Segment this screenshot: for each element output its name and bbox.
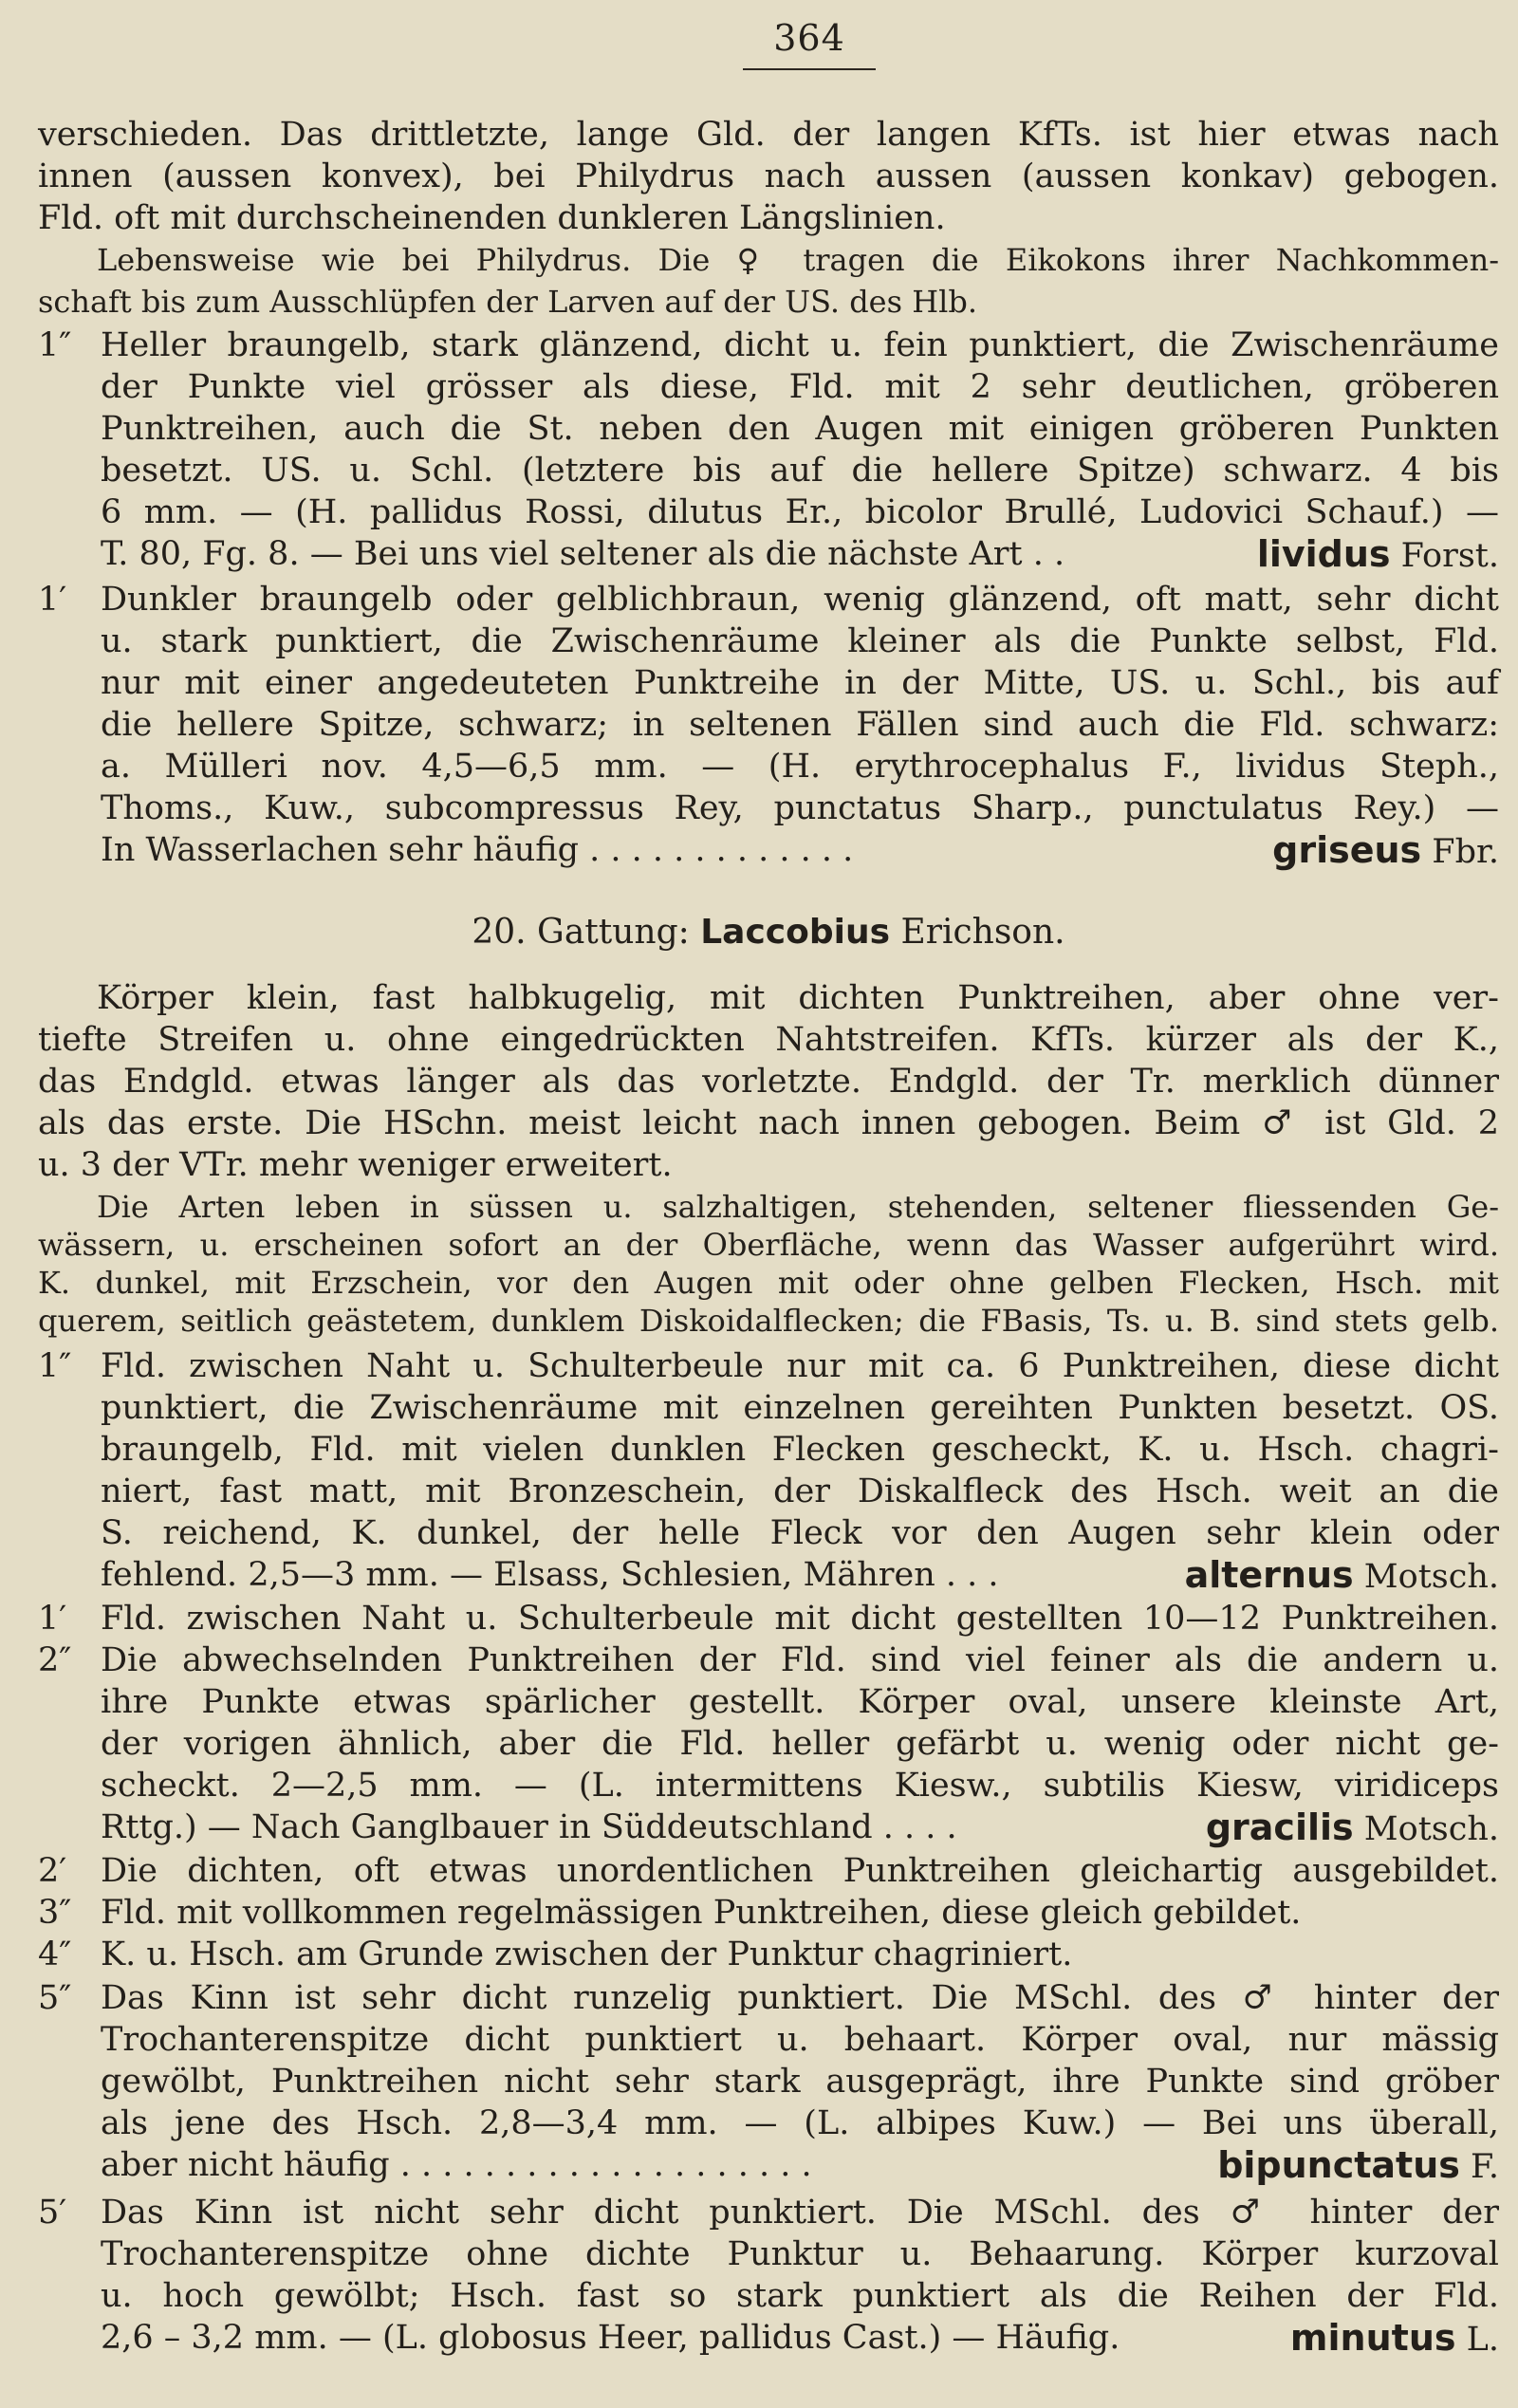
genus-author: Erichson. — [900, 913, 1065, 952]
text-line: Thoms., Kuw., subcompressus Rey, punctatus Sharp., punctulatus Rey.) — — [101, 789, 1499, 827]
text-line: aber nicht häufig . . . . . . . . . . . . . . . . . . . . — [101, 2146, 812, 2184]
text-line: 2,6 – 3,2 mm. — (L. globosus Heer, pallidus Cast.) — Häufig. — [101, 2319, 1120, 2357]
page-number: 364 — [773, 17, 845, 59]
text-line: nur mit einer angedeuteten Punktreihe in der Mitte, US. u. Schl., bis auf — [101, 664, 1499, 702]
key-mark: 5″ — [38, 1979, 72, 2017]
text-line: u. stark punktiert, die Zwischenräume kleiner als die Punkte selbst, Fld. — [101, 622, 1499, 660]
text-line: Fld. zwischen Naht u. Schulterbeule nur mit ca. 6 Punktreihen, diese dicht — [101, 1347, 1499, 1385]
text-line: In Wasserlachen sehr häufig . . . . . . . . . . . . . — [101, 831, 854, 869]
text-line: Das Kinn ist nicht sehr dicht punktiert. Die MSchl. des ♂ hinter der — [101, 2194, 1499, 2232]
text-line: S. reichend, K. dunkel, der helle Fleck vor den Augen sehr klein oder — [101, 1514, 1499, 1552]
species-author: Forst. — [1400, 537, 1499, 575]
text-line: innen (aussen konvex), bei Philydrus nach aussen (aussen konkav) gebogen. — [38, 157, 1499, 195]
species-author: L. — [1466, 2321, 1499, 2359]
text-line: als jene des Hsch. 2,8—3,4 mm. — (L. albipes Kuw.) — Bei uns überall, — [101, 2104, 1499, 2142]
text-line: punktiert, die Zwischenräume mit einzelnen gereihten Punkten besetzt. OS. — [101, 1389, 1499, 1427]
species-line — [101, 533, 1499, 577]
text-line: u. hoch gewölbt; Hsch. fast so stark punktiert als die Reihen der Fld. — [101, 2277, 1499, 2315]
key-mark: 1″ — [38, 326, 72, 364]
text-line: das Endgld. etwas länger als das vorletzte. Endgld. der Tr. merklich dünner — [38, 1063, 1499, 1101]
text-line: wässern, u. erscheinen sofort an der Oberfläche, wenn das Wasser aufgerührt wird. — [38, 1227, 1499, 1263]
text-line: Die abwechselnden Punktreihen der Fld. sind viel feiner als die andern u. — [101, 1641, 1499, 1679]
species-name: lividus — [1256, 533, 1391, 575]
text-line: gewölbt, Punktreihen nicht sehr stark ausgeprägt, ihre Punkte sind gröber — [101, 2063, 1499, 2101]
text-line: Fld. oft mit durchscheinenden dunkleren Längslinien. — [38, 199, 946, 237]
text-line: Das Kinn ist sehr dicht runzelig punktiert. Die MSchl. des ♂ hinter der — [101, 1979, 1499, 2017]
text-line: verschieden. Das drittletzte, lange Gld. der langen KfTs. ist hier etwas nach — [38, 116, 1499, 154]
text-line: der vorigen ähnlich, aber die Fld. heller gefärbt u. wenig oder nicht ge- — [101, 1725, 1499, 1763]
text-line: der Punkte viel grösser als diese, Fld. mit 2 sehr deutlichen, gröberen — [101, 368, 1499, 406]
species-line — [101, 2317, 1499, 2361]
text-line: Rttg.) — Nach Ganglbauer in Süddeutschland . . . . — [101, 1808, 957, 1846]
text-line: Die Arten leben in süssen u. salzhaltigen, stehenden, seltener fliessenden Ge- — [97, 1189, 1499, 1225]
text-line: Trochanterenspitze ohne dichte Punktur u. Behaarung. Körper kurzoval — [101, 2235, 1499, 2273]
species-line — [101, 2144, 1499, 2188]
text-line: die hellere Spitze, schwarz; in seltenen Fällen sind auch die Fld. schwarz: — [101, 706, 1499, 744]
species-author: F. — [1471, 2148, 1499, 2186]
species-line — [101, 1554, 1499, 1598]
page — [38, 0, 1499, 2408]
key-mark: 1′ — [38, 581, 67, 619]
text-line: scheckt. 2—2,5 mm. — (L. intermittens Kiesw., subtilis Kiesw, viridiceps — [101, 1767, 1499, 1805]
species-author: Fbr. — [1432, 833, 1499, 871]
species-line — [101, 1806, 1499, 1850]
text-line: u. 3 der VTr. mehr weniger erweitert. — [38, 1146, 673, 1184]
species-name: alternus — [1184, 1554, 1354, 1596]
text-line: fehlend. 2,5—3 mm. — Elsass, Schlesien, Mähren . . . — [101, 1556, 999, 1594]
text-line: Dunkler braungelb oder gelblichbraun, wenig glänzend, oft matt, sehr dicht — [101, 581, 1499, 619]
species-name: bipunctatus — [1217, 2144, 1460, 2186]
genus-heading-prefix: 20. Gattung: — [472, 913, 690, 952]
text-line: K. u. Hsch. am Grunde zwischen der Punktur chagriniert. — [101, 1936, 1073, 1973]
text-line: braungelb, Fld. mit vielen dunklen Flecken gescheckt, K. u. Hsch. chagri- — [101, 1431, 1499, 1469]
text-line: a. Mülleri nov. 4,5—6,5 mm. — (H. erythrocephalus F., lividus Steph., — [101, 748, 1499, 786]
text-line: Die dichten, oft etwas unordentlichen Punktreihen gleichartig ausgebildet. — [101, 1852, 1499, 1890]
text-line: ihre Punkte etwas spärlicher gestellt. Körper oval, unsere kleinste Art, — [101, 1683, 1499, 1721]
text-line: querem, seitlich geästetem, dunklem Diskoidalflecken; die FBasis, Ts. u. B. sind stets gelb. — [38, 1303, 1499, 1339]
text-line: besetzt. US. u. Schl. (letztere bis auf die hellere Spitze) schwarz. 4 bis — [101, 452, 1499, 490]
text-line: Körper klein, fast halbkugelig, mit dichten Punktreihen, aber ohne ver- — [97, 979, 1499, 1017]
key-mark: 2″ — [38, 1641, 72, 1679]
key-mark: 1″ — [38, 1347, 72, 1385]
species-name: gracilis — [1205, 1806, 1354, 1848]
species-author: Motsch. — [1363, 1810, 1499, 1848]
text-line: Fld. zwischen Naht u. Schulterbeule mit dicht gestellten 10—12 Punktreihen. — [101, 1600, 1499, 1638]
species-name: griseus — [1272, 829, 1422, 871]
text-line: tiefte Streifen u. ohne eingedrückten Nahtstreifen. KfTs. kürzer als der K., — [38, 1021, 1499, 1059]
text-line: niert, fast matt, mit Bronzeschein, der Diskalfleck des Hsch. weit an die — [101, 1473, 1499, 1510]
genus-name: Laccobius — [700, 913, 891, 952]
genus-heading — [38, 911, 1499, 954]
text-line: K. dunkel, mit Erzschein, vor den Augen mit oder ohne gelben Flecken, Hsch. mit — [38, 1265, 1499, 1301]
key-mark: 1′ — [38, 1600, 67, 1638]
key-mark: 2′ — [38, 1852, 67, 1890]
text-line: Trochanterenspitze dicht punktiert u. behaart. Körper oval, nur mässig — [101, 2021, 1499, 2059]
key-mark: 4″ — [38, 1936, 72, 1973]
text-line: Heller braungelb, stark glänzend, dicht u. fein punktiert, die Zwischenräume — [101, 326, 1499, 364]
text-line: schaft bis zum Ausschlüpfen der Larven auf der US. des Hlb. — [38, 284, 977, 320]
text-line: Punktreihen, auch die St. neben den Augen mit einigen gröberen Punkten — [101, 410, 1499, 448]
key-mark: 3″ — [38, 1894, 72, 1932]
species-author: Motsch. — [1363, 1558, 1499, 1596]
text-line: Lebensweise wie bei Philydrus. Die ♀ tragen die Eikokons ihrer Nachkommen- — [97, 242, 1499, 278]
page-number-rule — [743, 68, 876, 70]
species-line — [101, 829, 1499, 873]
text-line: Fld. mit vollkommen regelmässigen Punktreihen, diese gleich gebildet. — [101, 1894, 1302, 1932]
key-mark: 5′ — [38, 2194, 67, 2232]
species-name: minutus — [1289, 2317, 1456, 2359]
text-line: T. 80, Fg. 8. — Bei uns viel seltener als die nächste Art . . — [101, 535, 1065, 573]
text-line: als das erste. Die HSchn. meist leicht nach innen gebogen. Beim ♂ ist Gld. 2 — [38, 1104, 1499, 1142]
text-line: 6 mm. — (H. pallidus Rossi, dilutus Er., bicolor Brullé, Ludovici Schauf.) — — [101, 493, 1499, 531]
